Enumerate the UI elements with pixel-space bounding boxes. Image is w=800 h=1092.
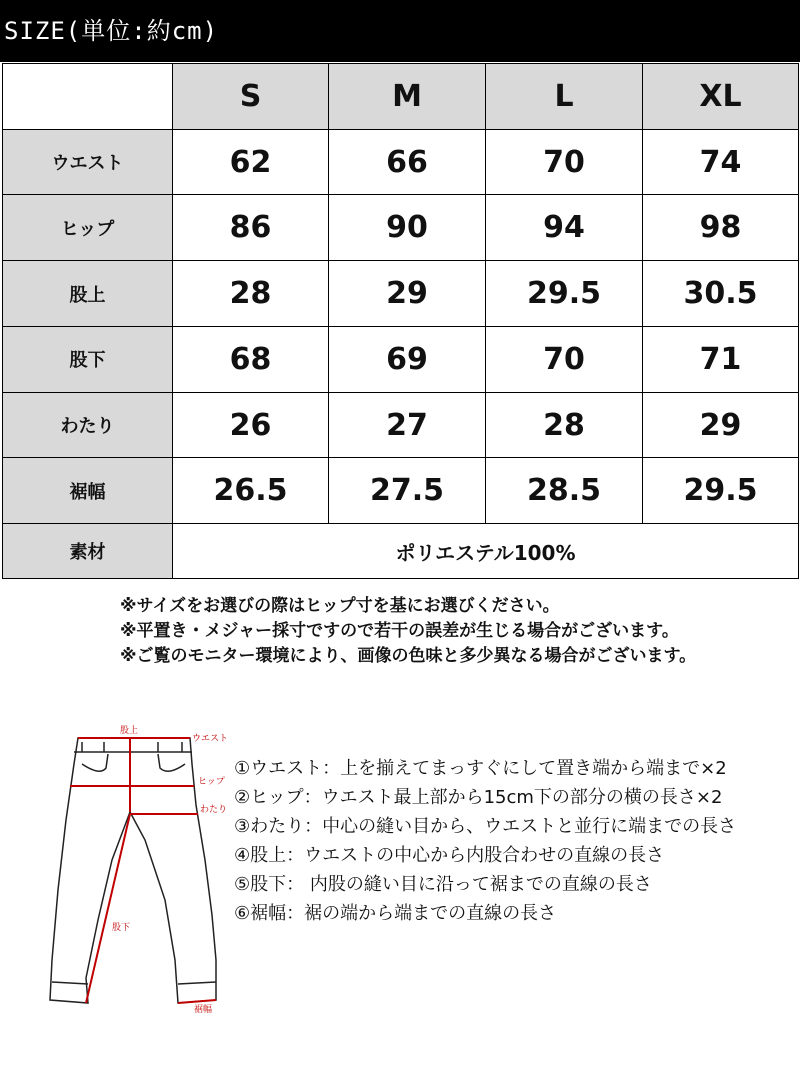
table-cell: 71 [643, 326, 799, 392]
note-item: ※サイズをお選びの際はヒップ寸を基にお選びください。 [120, 596, 560, 616]
table-cell: 26 [173, 392, 329, 458]
table-row [3, 392, 799, 458]
size-header-xl: XL [643, 64, 799, 130]
table-cell: 27.5 [329, 458, 486, 524]
note-item: ※平置き・メジャー採寸ですので若干の誤差が生じる場合がございます。 [120, 621, 679, 641]
material-row [3, 524, 799, 579]
table-cell: 70 [486, 326, 643, 392]
table-row [3, 129, 799, 195]
table-cell: 30.5 [643, 261, 799, 327]
label-thigh: わたり [200, 805, 228, 815]
table-cell: 28.5 [486, 458, 643, 524]
note-item: ※ご覧のモニター環境により、画像の色味と多少異なる場合がございます。 [120, 646, 697, 666]
table-cell: 62 [173, 129, 329, 195]
table-header-row [3, 64, 799, 130]
table-cell: 86 [173, 195, 329, 261]
table-cell: 29 [329, 261, 486, 327]
definition-item: ③わたり：中心の縫い目から、ウエストと並行に端までの長さ [234, 816, 737, 837]
table-cell: 70 [486, 129, 643, 195]
row-label: 裾幅 [3, 458, 173, 524]
label-hem: 裾幅 [194, 1005, 213, 1015]
row-label: ヒップ [3, 195, 173, 261]
table-cell: 94 [486, 195, 643, 261]
row-label: 股上 [3, 261, 173, 327]
label-inseam: 股下 [112, 923, 131, 933]
table-row [3, 458, 799, 524]
pants-outline [50, 738, 216, 1003]
material-label: 素材 [3, 524, 173, 579]
table-cell: 29 [643, 392, 799, 458]
table-cell: 68 [173, 326, 329, 392]
inseam-measure-line [86, 814, 130, 1003]
pants-diagram [0, 720, 240, 1030]
hem-measure-line [178, 1000, 216, 1003]
size-header-l: L [486, 64, 643, 130]
material-value: ポリエステル100% [173, 524, 799, 579]
page-title: SIZE(単位:約cm) [0, 0, 800, 62]
table-cell: 26.5 [173, 458, 329, 524]
row-label: 股下 [3, 326, 173, 392]
table-row [3, 261, 799, 327]
notes [120, 594, 696, 669]
table-cell: 28 [486, 392, 643, 458]
table-cell: 69 [329, 326, 486, 392]
size-header-m: M [329, 64, 486, 130]
size-header-s: S [173, 64, 329, 130]
table-cell: 29.5 [643, 458, 799, 524]
measurement-lines [70, 738, 216, 1003]
table-cell: 28 [173, 261, 329, 327]
label-waist: ウエスト [192, 734, 229, 744]
definition-item: ⑥裾幅：裾の端から端までの直線の長さ [234, 903, 557, 924]
row-label: ウエスト [3, 129, 173, 195]
table-cell: 29.5 [486, 261, 643, 327]
table-cell: 90 [329, 195, 486, 261]
table-row [3, 326, 799, 392]
definition-item: ⑤股下： 内股の縫い目に沿って裾までの直線の長さ [234, 874, 652, 895]
size-table [2, 63, 799, 579]
definition-item: ④股上：ウエストの中心から内股合わせの直線の長さ [234, 845, 665, 866]
table-cell: 74 [643, 129, 799, 195]
label-hip: ヒップ [198, 777, 225, 787]
label-rise: 股上 [120, 726, 139, 736]
row-label: わたり [3, 392, 173, 458]
definition-item: ①ウエスト：上を揃えてまっすぐにして置き端から端まで×2 [234, 758, 727, 779]
table-cell: 98 [643, 195, 799, 261]
table-corner-cell [3, 64, 173, 130]
table-cell: 66 [329, 129, 486, 195]
definition-item: ②ヒップ：ウエスト最上部から15cm下の部分の横の長さ×2 [234, 787, 723, 808]
measurement-definitions [234, 754, 736, 928]
table-cell: 27 [329, 392, 486, 458]
table-row [3, 195, 799, 261]
